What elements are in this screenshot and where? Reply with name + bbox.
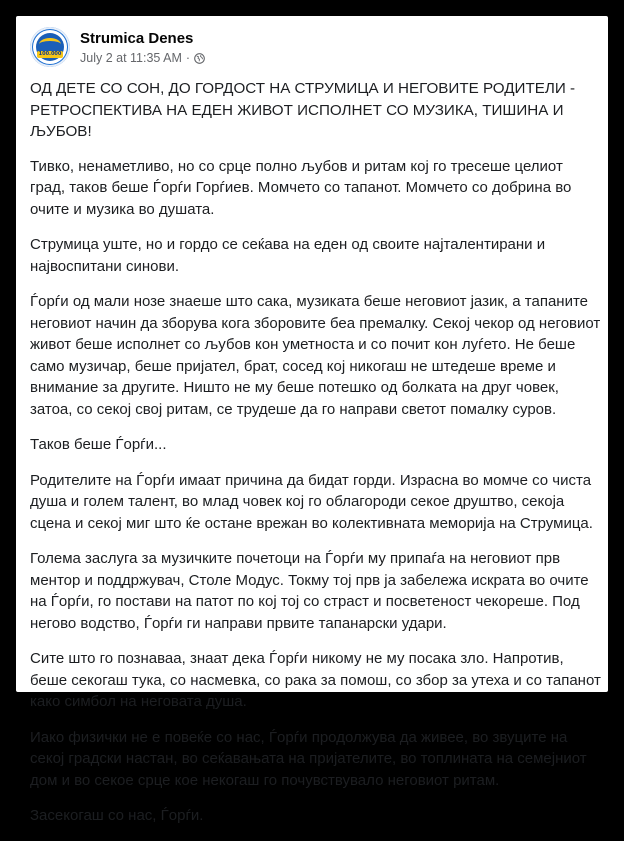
post-headline: ОД ДЕТЕ СО СОН, ДО ГОРДОСТ НА СТРУМИЦА И НЕГОВИТЕ РОДИТЕЛИ - РЕТРОСПЕКТИВА НА ЕДЕН ЖИВОТ ИСПОЛНЕТ СО МУЗИКА, ТИШИНА И ЉУБОВ!	[30, 80, 576, 140]
post-paragraph: Иако физички не е повеќе со нас, Ѓорѓи продолжува да живее, во звуците на секој градски настан, во сеќавањата на пријателите, во топлината на семејниот дом и во секое срце кое некогаш го почувствувало неговиот ритам.	[30, 728, 587, 789]
globe-icon[interactable]	[194, 52, 205, 63]
post-paragraph: Засекогаш со нас, Ѓорѓи.	[30, 807, 204, 824]
post-body	[30, 78, 602, 841]
post-paragraph: Родителите на Ѓорѓи имаат причина да бидат горди. Израсна во момче со чиста душа и голем талент, во млад човек кој го облагороди секое друштво, секоја сцена и секој миг што ќе остане врежан во колективната меморија на Струмица.	[30, 471, 593, 532]
avatar-swoosh	[39, 38, 61, 51]
post-paragraph: Ѓорѓи од мали нозе знаеше што сака, музиката беше неговиот јазик, а тапаните неговиот начин да зборува кога зборовите беа премалку. Секој чекор од неговиот живот беше исполнет со љубов кон уметноста и со почит кон луѓето. Не беше само музичар, беше пријател, брат, сосед кој никогаш не штедеше време и внимание за другите. Ништо не му беше потешко од болката на друг човек, затоа, со секој свој ритам, се трудеше да го направи светот помалку суров.	[30, 293, 601, 418]
post-card	[16, 16, 608, 824]
avatar-badge: 100.000	[38, 51, 62, 57]
avatar[interactable]	[30, 27, 70, 67]
header-text	[80, 29, 205, 66]
post-meta	[80, 50, 205, 66]
meta-separator: ·	[185, 50, 191, 65]
page-name-link[interactable]: Strumica Denes	[80, 29, 194, 47]
post-paragraph: Голема заслуга за музичките почетоци на Ѓорѓи му припаѓа на неговиот прв ментор и поддржувач, Столе Модус. Токму тој прв ја забележа искрата во очите на Ѓорѓи, го постави на патот по кој тој со страст и посветеност чекореше. Под негово водство, Ѓорѓи ги направи првите тапанарски удари.	[30, 550, 589, 632]
post-header	[30, 24, 205, 70]
post-paragraph: Сите што го познаваа, знаат дека Ѓорѓи никому не му посака зло. Напротив, беше секогаш тука, со насмевка, со рака за помош, со збор за утеха и со тапанот како симбол на неговата душа.	[30, 650, 601, 710]
post-timestamp[interactable]: July 2 at 11:35 AM	[80, 50, 182, 65]
post-paragraph: Тивко, ненаметливо, но со срце полно љубов и ритам кој го тресеше целиот град, таков беше Ѓорѓи Горѓиев. Момчето со тапанот. Момчето со добрина во очите и музика во душата.	[30, 157, 572, 218]
post-paragraph: Таков беше Ѓорѓи...	[30, 436, 167, 453]
post-paragraph: Струмица уште, но и гордо се сеќава на еден од своите најталентирани и највоспитани синови.	[30, 236, 546, 275]
